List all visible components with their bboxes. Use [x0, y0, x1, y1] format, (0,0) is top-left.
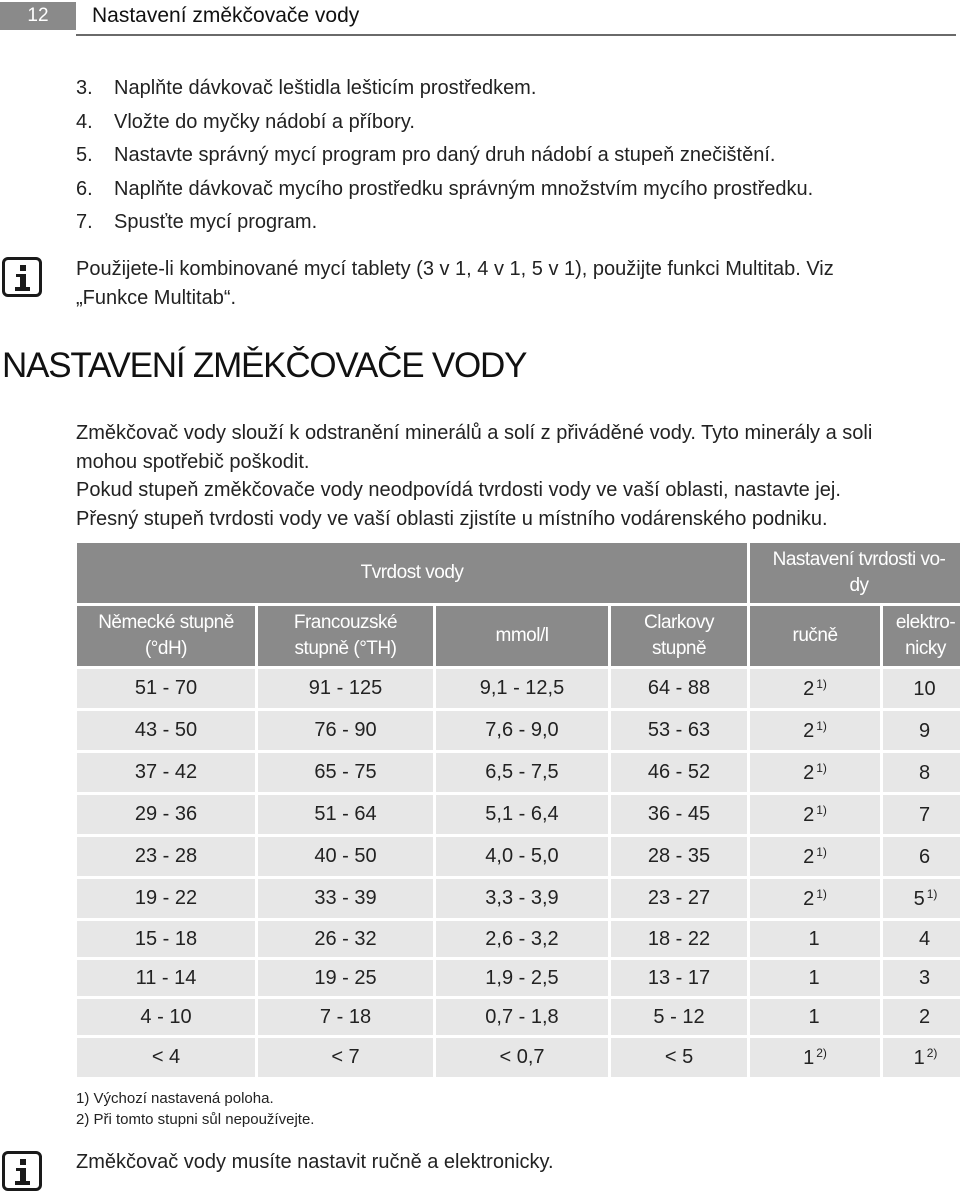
table-row	[77, 711, 960, 750]
table-row	[77, 879, 960, 918]
cell-clark: 28 - 35	[611, 837, 747, 876]
section-title: NASTAVENÍ ZMĚKČOVAČE VODY	[2, 346, 527, 385]
intro-line: Pokud stupeň změkčovače vody neodpovídá tvrdosti vody ve vaší oblasti, nastavte jej.	[76, 479, 841, 501]
cell-manual	[750, 879, 880, 918]
cell-value: 2	[803, 803, 815, 826]
cell-clark: 23 - 27	[611, 879, 747, 918]
cell-th: 26 - 32	[258, 921, 433, 957]
list-item	[76, 106, 813, 140]
cell-electronic	[883, 960, 960, 996]
cell-dh: 37 - 42	[77, 753, 255, 792]
cell-value: 9	[918, 719, 931, 742]
cell-manual	[750, 711, 880, 750]
footnote-ref: 1)	[816, 844, 827, 859]
intro-line: Změkčovač vody slouží k odstranění minerálů a solí z přiváděné vody. Tyto minerály a soli	[76, 422, 873, 444]
footnote-ref: 1)	[816, 886, 827, 901]
intro-line: Přesný stupeň tvrdosti vody ve vaší oblasti zjistíte u místního vodárenského podniku.	[76, 507, 828, 530]
info-note-manual-electronic: Změkčovač vody musíte nastavit ručně a elektronicky.	[76, 1151, 554, 1173]
info-note-line: „Funkce Multitab“.	[76, 286, 237, 309]
col-header-electronic	[883, 606, 960, 666]
cell-value: 8	[918, 761, 931, 784]
table-row	[77, 795, 960, 834]
cell-th: 51 - 64	[258, 795, 433, 834]
col-header-clark	[611, 606, 747, 666]
step-number: 4.	[76, 110, 93, 133]
cell-electronic	[883, 837, 960, 876]
info-icon	[2, 1151, 42, 1191]
step-number: 5.	[76, 144, 93, 166]
footnote-ref: 1)	[816, 676, 827, 691]
step-number: 6.	[76, 177, 93, 200]
cell-electronic	[883, 795, 960, 834]
cell-th: 19 - 25	[258, 960, 433, 996]
footnote: 1) Výchozí nastavená poloha.	[76, 1090, 274, 1107]
cell-value: 7	[918, 803, 931, 826]
group-header-hardness: Tvrdost vody	[77, 543, 747, 603]
cell-manual	[750, 669, 880, 708]
cell-mmol: 6,5 - 7,5	[436, 753, 608, 792]
cell-th: 33 - 39	[258, 879, 433, 918]
cell-clark: < 5	[611, 1038, 747, 1077]
cell-electronic	[883, 999, 960, 1035]
footnote-ref: 1)	[816, 718, 827, 733]
header-line: stupně (°TH)	[294, 638, 397, 659]
table-footnotes	[76, 1088, 314, 1130]
table-row	[77, 669, 960, 708]
cell-electronic	[883, 879, 960, 918]
footnote-ref: 2)	[816, 1045, 827, 1060]
cell-mmol: 4,0 - 5,0	[436, 837, 608, 876]
cell-value: 2	[803, 887, 815, 910]
step-number: 7.	[76, 211, 93, 233]
col-header-manual: ručně	[750, 606, 880, 666]
header-title: Nastavení změkčovače vody	[92, 4, 360, 27]
step-text: Spusťte mycí program.	[114, 211, 318, 233]
header-line: Nastavení tvrdosti vo-	[772, 549, 946, 570]
table-row	[77, 1038, 960, 1077]
cell-manual	[750, 1038, 880, 1077]
footnote-ref: 2)	[926, 1045, 938, 1060]
intro-text	[76, 419, 872, 533]
cell-electronic	[883, 1038, 960, 1077]
cell-dh: < 4	[77, 1038, 255, 1077]
water-hardness-table	[74, 540, 960, 1080]
footnote-ref: 1)	[816, 760, 827, 775]
cell-value: 5	[913, 887, 925, 910]
cell-value: 1	[913, 1046, 925, 1069]
cell-dh: 15 - 18	[77, 921, 255, 957]
group-header-setting	[750, 543, 960, 603]
cell-clark: 36 - 45	[611, 795, 747, 834]
cell-manual	[750, 921, 880, 957]
cell-th: 91 - 125	[258, 669, 433, 708]
header-line: dy	[849, 575, 869, 596]
header-line: stupně	[651, 638, 707, 659]
cell-clark: 53 - 63	[611, 711, 747, 750]
cell-dh: 11 - 14	[77, 960, 255, 996]
table-row	[77, 753, 960, 792]
cell-value: 10	[913, 677, 936, 700]
cell-th: 40 - 50	[258, 837, 433, 876]
footnote-ref: 1)	[926, 886, 938, 901]
header-rule	[76, 34, 956, 36]
header-line: Německé stupně	[98, 612, 234, 633]
cell-value: 2	[803, 845, 815, 868]
header-line: Clarkovy	[644, 612, 714, 633]
cell-th: 76 - 90	[258, 711, 433, 750]
page-number: 12	[0, 2, 76, 30]
cell-value: 1	[808, 1006, 820, 1028]
col-header-german	[77, 606, 255, 666]
table-row	[77, 837, 960, 876]
list-item	[76, 206, 813, 240]
list-item	[76, 173, 813, 207]
header-line: elektro-	[895, 612, 956, 633]
cell-electronic	[883, 711, 960, 750]
cell-dh: 51 - 70	[77, 669, 255, 708]
cell-dh: 43 - 50	[77, 711, 255, 750]
cell-mmol: 7,6 - 9,0	[436, 711, 608, 750]
cell-manual	[750, 753, 880, 792]
cell-mmol: 9,1 - 12,5	[436, 669, 608, 708]
cell-value: 2	[918, 1006, 931, 1028]
cell-clark: 64 - 88	[611, 669, 747, 708]
cell-value: 2	[803, 761, 815, 784]
list-item	[76, 72, 813, 106]
cell-value: 2	[803, 677, 815, 700]
header-line: nicky	[905, 638, 946, 659]
step-text: Nastavte správný mycí program pro daný druh nádobí a stupeň znečištění.	[114, 144, 776, 166]
cell-value: 6	[918, 845, 931, 868]
table-row	[77, 960, 960, 996]
step-text: Naplňte dávkovač leštidla lešticím prostředkem.	[114, 77, 537, 99]
cell-mmol: 2,6 - 3,2	[436, 921, 608, 957]
cell-value: 3	[918, 967, 931, 989]
cell-value: 1	[808, 928, 820, 950]
list-item	[76, 139, 813, 173]
col-header-mmol: mmol/l	[436, 606, 608, 666]
cell-mmol: 3,3 - 3,9	[436, 879, 608, 918]
info-note-multitab	[76, 255, 834, 312]
table-row	[77, 921, 960, 957]
cell-th: < 7	[258, 1038, 433, 1077]
cell-value: 4	[918, 928, 931, 950]
cell-electronic	[883, 669, 960, 708]
step-text: Naplňte dávkovač mycího prostředku správným množstvím mycího prostředku.	[114, 177, 814, 200]
info-note-line: Použijete-li kombinované mycí tablety (3 v 1, 4 v 1, 5 v 1), použijte funkci Multitab. Viz	[76, 258, 834, 280]
col-header-french	[258, 606, 433, 666]
steps-list	[76, 72, 813, 240]
header-line: Francouzské	[293, 612, 398, 633]
cell-dh: 19 - 22	[77, 879, 255, 918]
cell-th: 65 - 75	[258, 753, 433, 792]
footnote-ref: 1)	[816, 802, 827, 817]
footnote: 2) Při tomto stupni sůl nepoužívejte.	[76, 1111, 315, 1128]
cell-mmol: 0,7 - 1,8	[436, 999, 608, 1035]
step-number: 3.	[76, 77, 93, 99]
cell-dh: 4 - 10	[77, 999, 255, 1035]
cell-value: 2	[803, 719, 815, 742]
intro-line: mohou spotřebič poškodit.	[76, 450, 310, 473]
cell-manual	[750, 999, 880, 1035]
cell-manual	[750, 795, 880, 834]
cell-clark: 13 - 17	[611, 960, 747, 996]
cell-dh: 23 - 28	[77, 837, 255, 876]
cell-value: 1	[803, 1046, 815, 1069]
cell-clark: 46 - 52	[611, 753, 747, 792]
cell-value: 1	[808, 967, 820, 989]
cell-manual	[750, 960, 880, 996]
cell-dh: 29 - 36	[77, 795, 255, 834]
cell-mmol: 1,9 - 2,5	[436, 960, 608, 996]
header-line: (°dH)	[144, 638, 188, 659]
table-row	[77, 999, 960, 1035]
cell-clark: 5 - 12	[611, 999, 747, 1035]
cell-manual	[750, 837, 880, 876]
cell-clark: 18 - 22	[611, 921, 747, 957]
info-icon	[2, 257, 42, 297]
cell-electronic	[883, 753, 960, 792]
cell-mmol: < 0,7	[436, 1038, 608, 1077]
cell-mmol: 5,1 - 6,4	[436, 795, 608, 834]
cell-electronic	[883, 921, 960, 957]
cell-th: 7 - 18	[258, 999, 433, 1035]
step-text: Vložte do myčky nádobí a příbory.	[114, 110, 415, 133]
page-header	[0, 0, 960, 38]
